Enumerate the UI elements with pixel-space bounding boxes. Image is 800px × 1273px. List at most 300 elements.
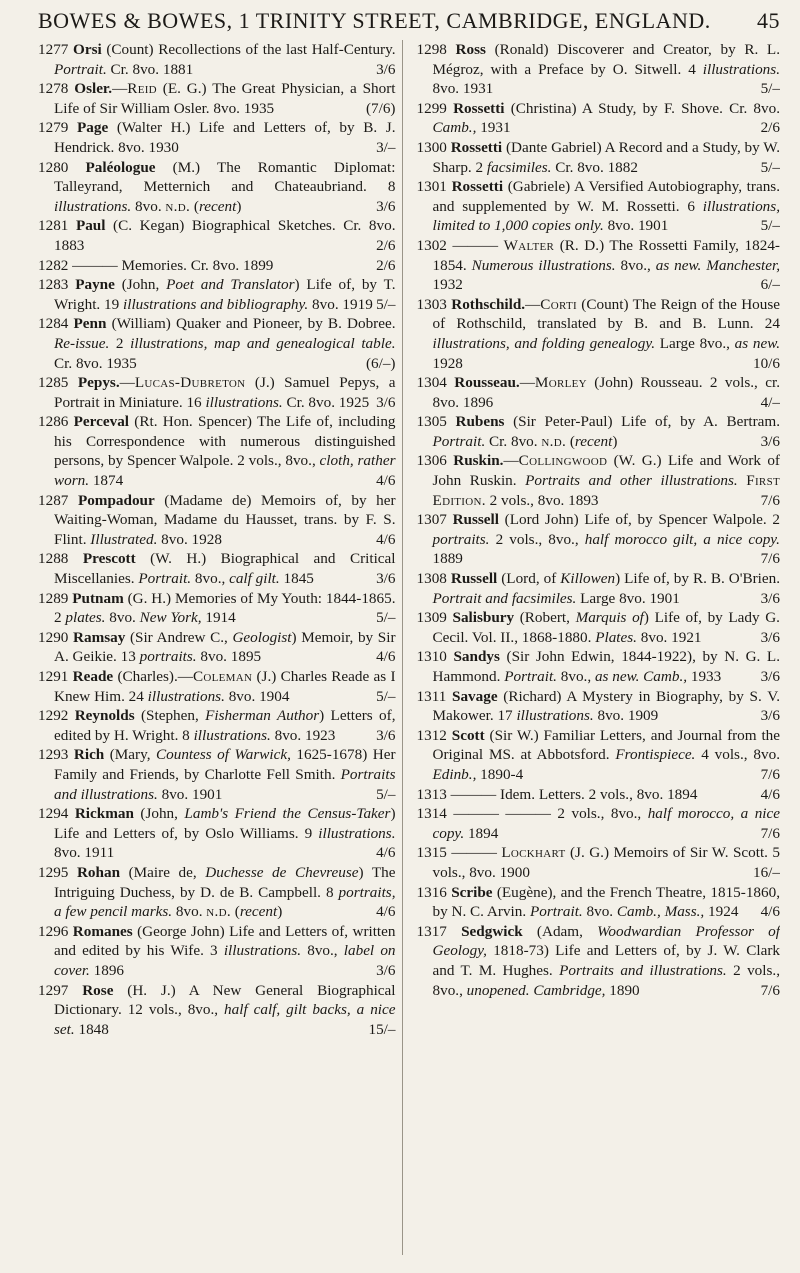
price: 3/6 — [760, 589, 780, 607]
entry-text: ( — [566, 432, 575, 450]
catalogue-entry — [417, 687, 781, 726]
entry-text: (H. J.) A New General Biographical Dictionary. 12 vols., 8vo., — [54, 981, 396, 1019]
entry-heading: Rousseau. — [454, 374, 520, 392]
entry-heading: Pompadour — [77, 491, 155, 509]
price: (6/–) — [365, 354, 396, 372]
entry-text: (Sir John Edwin, 1844-1922), by N. G. L. Hammond. — [432, 648, 780, 685]
entry-text: Edinb., — [432, 765, 477, 783]
lot-number: 1300 — [416, 138, 447, 156]
lot-number: 1282 — [38, 256, 69, 274]
entry-heading: Sandys — [453, 648, 500, 666]
entry-text: (Sir W.) Familiar Letters, and Journal from the Original MS. at Abbotsford. — [432, 726, 780, 764]
entry-heading: Reade — [72, 668, 114, 685]
price: 4/6 — [376, 844, 396, 862]
entry-text: ——— Memories. Cr. 8vo. 1899 — [72, 256, 274, 274]
entry-text: 8vo. — [172, 903, 207, 921]
entry-heading: Ramsay — [73, 628, 126, 646]
entry-text: 8vo. 1921 — [636, 628, 702, 646]
entry-heading: Ruskin. — [453, 452, 504, 470]
entry-text: Woodwardian Professor of Geology, — [432, 922, 780, 960]
entry-text: plates. — [65, 609, 106, 627]
entry-text: (John, — [133, 805, 185, 823]
entry-text: Portrait. — [529, 903, 583, 921]
catalogue-entry — [38, 158, 396, 217]
entry-text: (Mary, — [104, 746, 156, 764]
entry-text: ( — [190, 197, 199, 215]
entry-heading: Prescott — [82, 550, 136, 568]
entry-heading: Rohan — [76, 863, 121, 881]
entry-text: (R. D.) The Rossetti Family, 1824-1854. — [432, 236, 780, 274]
price: 16/– — [752, 863, 780, 881]
entry-text: (Count) Recollections of the last Half-Century. — [101, 41, 396, 58]
entry-text: 1874 — [89, 472, 124, 490]
entry-text: ) — [277, 903, 283, 921]
right-column — [417, 40, 781, 1255]
entry-heading: Rossetti — [451, 178, 504, 196]
entry-text: Reid — [127, 80, 157, 98]
lot-number: 1288 — [38, 550, 69, 568]
entry-text: — — [519, 374, 535, 392]
entry-text: 1931 — [476, 119, 511, 137]
entry-text: 1848 — [74, 1020, 109, 1038]
entry-text: recent — [239, 903, 278, 921]
entry-text: (Christina) A Study, by F. Shove. Cr. 8vo. — [504, 99, 780, 117]
catalogue-entry — [38, 667, 396, 706]
entry-text: (Sir Andrew C., — [125, 628, 233, 646]
entry-text: (Count) The Reign of the House of Rothschild, translated by B. and B. Lunn. 24 — [432, 295, 780, 333]
catalogue-entry — [38, 256, 396, 276]
entry-text: recent — [198, 197, 237, 215]
entry-text: Cr. 8vo. 1881 — [106, 60, 194, 78]
price: 3/6 — [376, 393, 396, 411]
price: 4/6 — [376, 648, 396, 666]
lot-number: 1301 — [416, 178, 447, 196]
price: 4/6 — [376, 903, 396, 921]
entry-text: as new. — [655, 256, 702, 274]
entry-text: illustrations. — [193, 726, 271, 744]
entry-text: 8vo. 1931 — [432, 80, 494, 98]
catalogue-entry — [417, 451, 781, 510]
entry-heading: Reynolds — [74, 707, 135, 725]
entry-heading: Payne — [75, 276, 115, 294]
price: 3/6 — [376, 961, 396, 979]
entry-text: ) — [236, 197, 242, 215]
entry-text: 2 vols., 8vo. 1893 — [485, 491, 599, 509]
entry-text: Geologist — [232, 628, 292, 646]
price: (7/6) — [365, 99, 396, 117]
entry-text: Frontispiece. — [615, 746, 696, 764]
lot-number: 1277 — [38, 41, 69, 58]
lot-number: 1317 — [416, 922, 447, 940]
entry-text: ) Life of, by T. Wright. 19 — [54, 276, 396, 313]
entry-text: 8vo. — [105, 609, 140, 627]
entry-text: First Edition. — [432, 472, 780, 509]
entry-text: ) The Intriguing Duchess, by D. de B. Campbell. 8 — [54, 863, 396, 901]
entry-text: Camb., — [432, 119, 477, 137]
entry-text: 1818-73) Life and Letters of, by J. W. Clark and T. M. Hughes. — [432, 942, 780, 979]
entry-heading: Perceval — [73, 413, 130, 431]
entry-heading: Rich — [73, 746, 105, 764]
entry-text: portraits. — [139, 648, 197, 666]
catalogue-entry — [38, 549, 396, 588]
entry-text: Killowen — [560, 570, 616, 588]
lot-number: 1311 — [416, 687, 447, 705]
entry-text: Portraits and illustrations. — [54, 765, 396, 803]
catalogue-entry — [417, 138, 781, 177]
entry-text: 8vo., — [301, 942, 344, 960]
entry-text: 8vo. 1901 — [603, 217, 669, 235]
entry-text: 2 vols., 8vo., — [489, 530, 585, 548]
entry-text: illustrations. — [223, 942, 302, 960]
lot-number: 1313 — [416, 785, 447, 803]
entry-text: 8vo. 1901 — [157, 785, 223, 803]
price: 3/6 — [376, 726, 396, 744]
entry-text: Marquis of — [575, 609, 644, 627]
entry-text: Coleman — [192, 668, 253, 685]
entry-text: Countess of Warwick, — [156, 746, 291, 764]
left-column — [38, 40, 403, 1255]
entry-text: (George John) Life and Letters of, written and edited by his Wife. 3 — [54, 922, 396, 960]
entry-text: Portraits and other illustrations. — [525, 472, 738, 490]
price: 3/6 — [376, 570, 396, 588]
entry-text: Camb., Mass., — [616, 903, 705, 921]
catalogue-entry — [38, 628, 396, 667]
price: 3/6 — [760, 668, 780, 685]
catalogue-entry — [417, 412, 781, 451]
entry-text: Portrait. — [138, 570, 192, 588]
entry-text: (W. H.) Biographical and Critical Miscellanies. — [54, 550, 396, 588]
entry-text: 8vo. 1895 — [196, 648, 262, 666]
price: 5/– — [760, 217, 780, 235]
lot-number: 1290 — [38, 628, 69, 646]
entry-text: ——— — [452, 236, 504, 254]
price: 10/6 — [752, 354, 780, 372]
catalogue-entry — [417, 373, 781, 412]
entry-text — [738, 472, 747, 489]
entry-text: Fisherman Author — [205, 707, 320, 725]
entry-text: Large 8vo., — [655, 334, 735, 352]
entry-text: ) — [612, 432, 618, 450]
catalogue-entry — [38, 216, 396, 255]
entry-text: (Dante Gabriel) A Record and a Study, by W. Sharp. 2 — [432, 138, 780, 176]
lot-number: 1296 — [38, 922, 69, 940]
entry-text: illustrations, and folding genealogy. — [432, 334, 656, 352]
entry-text: (Stephen, — [134, 707, 206, 725]
entry-text: 8vo. 1911 — [54, 844, 115, 862]
entry-text: (Ronald) Discoverer and Creator, by R. L. Mégroz, with a Preface by O. Sitwell. 4 — [432, 41, 780, 78]
price: 3/6 — [376, 197, 396, 215]
entry-text: (John) Rousseau. 2 vols., cr. 8vo. 1896 — [432, 374, 780, 411]
entry-text: label on cover. — [54, 942, 396, 979]
price: 15/– — [368, 1020, 396, 1038]
entry-text: — — [503, 452, 519, 470]
price: 4/6 — [376, 530, 396, 548]
entry-heading: Pepys. — [77, 374, 120, 392]
price: 4/6 — [760, 903, 780, 921]
lot-number: 1281 — [38, 217, 69, 235]
entry-text: 1896 — [89, 961, 125, 979]
entry-text: (Lord, of — [497, 570, 561, 588]
entry-text: as new. — [734, 334, 780, 352]
entry-text: — — [119, 374, 135, 392]
entry-text: n.d. — [206, 903, 231, 921]
entry-heading: Romanes — [72, 922, 133, 940]
entry-text: half morocco, a nice copy. — [432, 805, 780, 842]
entry-text: illustrations. — [318, 824, 396, 842]
lot-number: 1293 — [38, 746, 69, 764]
entry-text: 1890-4 — [476, 765, 524, 783]
entry-text: (Robert, — [514, 609, 576, 627]
catalogue-entry — [417, 40, 781, 99]
catalogue-entry — [417, 236, 781, 295]
catalogue-entry — [417, 608, 781, 647]
entry-text: ——— ——— 2 vols., 8vo., — [453, 805, 648, 823]
entry-text: — — [525, 295, 541, 313]
catalogue-entry — [417, 510, 781, 569]
catalogue-entry — [38, 314, 396, 373]
entry-text: 1625-1678) Her Family and Friends, by Charlotte Fell Smith. — [54, 746, 396, 783]
entry-heading: Rickman — [74, 805, 134, 823]
entry-text: 2 vols., 8vo., — [432, 961, 780, 999]
entry-text: portraits, a few pencil marks. — [54, 883, 396, 921]
entry-text: Portraits and illustrations. — [559, 961, 727, 979]
catalogue-entry — [38, 118, 396, 157]
entry-text: (Eugène), and the French Theatre, 1815-1860, by N. C. Arvin. — [432, 883, 780, 921]
entry-text: Manchester, — [706, 256, 780, 274]
entry-text: recent — [574, 432, 613, 450]
entry-text: 1932 — [432, 276, 463, 294]
entry-text: illustrations. — [702, 60, 780, 78]
entry-text: — — [112, 80, 128, 98]
lot-number: 1295 — [38, 863, 69, 881]
entry-text: ) Life of, by R. B. O'Brien. — [615, 570, 780, 588]
lot-number: 1315 — [416, 844, 447, 862]
entry-text: unopened. — [466, 981, 530, 999]
entry-heading: Rothschild. — [451, 295, 526, 313]
lot-number: 1302 — [416, 236, 447, 254]
entry-text: ) Life of, by Lady G. Cecil. Vol. II., 1868-1880. — [432, 609, 780, 646]
entry-heading: Paul — [75, 217, 106, 235]
catalogue-entry — [38, 373, 396, 412]
entry-heading: Salisbury — [452, 609, 515, 627]
lot-number: 1298 — [416, 41, 447, 58]
entry-text: illustrations. — [54, 197, 132, 215]
entry-text: ) Life and Letters of, by Oslo Williams. 9 — [54, 805, 396, 842]
price: 3/6 — [760, 707, 780, 725]
entry-text: (Richard) A Mystery in Biography, by S. V. Makower. 17 — [432, 687, 780, 725]
entry-text: Portrait. — [432, 432, 486, 450]
entry-text: 8vo. 1928 — [157, 530, 222, 548]
entry-text: (Madame de) Memoirs of, by her Waiting-Woman, Madame du Hausset, trans. by F. S. Flint. — [54, 491, 396, 548]
entry-text: Portrait and facsimiles. — [432, 589, 577, 607]
entry-text: as new. — [594, 668, 640, 685]
lot-number: 1312 — [416, 726, 447, 744]
entry-text: 8vo., — [556, 668, 595, 685]
lot-number: 1309 — [416, 609, 447, 627]
lot-number: 1294 — [38, 805, 69, 823]
entry-text: (Charles).— — [113, 668, 193, 685]
catalogue-entry — [417, 647, 781, 686]
entry-heading: Putnam — [72, 589, 124, 607]
entry-text: 1924 — [704, 903, 739, 921]
lot-number: 1283 — [38, 276, 69, 294]
entry-text: illustrations, map and genealogical table. — [130, 334, 396, 352]
price: 6/– — [760, 276, 780, 294]
entry-text: Cr. 8vo. — [485, 432, 542, 450]
price: 5/– — [376, 785, 396, 803]
price: 2/6 — [376, 236, 396, 254]
entry-text: Cr. 8vo. 1935 — [54, 354, 137, 372]
entry-text: Re-issue. — [54, 334, 110, 352]
lot-number: 1316 — [416, 883, 447, 901]
lot-number: 1314 — [416, 805, 447, 823]
entry-text: 1889 — [432, 550, 463, 568]
catalogue-entry — [417, 569, 781, 608]
price: 7/6 — [760, 824, 780, 842]
entry-text: Plates. — [595, 628, 637, 646]
entry-text: (Adam, — [522, 922, 598, 940]
entry-text: ) Memoir, by Sir A. Geikie. 13 — [54, 628, 396, 666]
entry-text: portraits. — [432, 530, 490, 548]
entry-heading: Page — [77, 119, 109, 137]
entry-text: Collingwood — [518, 452, 608, 470]
entry-text: 1933 — [687, 668, 722, 685]
lot-number: 1285 — [38, 374, 69, 392]
entry-text: (Sir Peter-Paul) Life of, by A. Bertram. — [504, 413, 780, 431]
price: 5/– — [376, 609, 396, 627]
price: 5/– — [760, 158, 780, 176]
entry-text: Illustrated. — [90, 530, 158, 548]
price: 7/6 — [760, 765, 780, 783]
entry-text: half calf, gilt backs, a nice set. — [54, 1001, 396, 1038]
price: 5/– — [376, 687, 396, 705]
entry-heading: Rossetti — [453, 99, 505, 117]
entry-heading: Osler. — [74, 80, 113, 98]
entry-text: Morley — [534, 374, 587, 392]
price: 2/6 — [760, 119, 780, 137]
entry-heading: Orsi — [73, 41, 102, 58]
bookseller-address: BOWES & BOWES, 1 TRINITY STREET, CAMBRIDGE, ENGLAND. — [38, 8, 711, 33]
lot-number: 1299 — [416, 99, 447, 117]
lot-number: 1297 — [38, 981, 69, 999]
entry-text: (Gabriele) A Versified Autobiography, trans. and supplemented by W. M. Rossetti. 6 — [432, 178, 780, 215]
entry-text: (M.) The Romantic Diplomat: Talleyrand, Metternich and Chateaubriand. 8 — [54, 158, 396, 196]
lot-number: 1284 — [38, 315, 69, 333]
entry-heading: Rossetti — [450, 138, 503, 156]
lot-number: 1279 — [38, 119, 69, 137]
catalogue-entry — [417, 883, 781, 922]
entry-text: n.d. — [541, 432, 567, 450]
catalogue-entry — [38, 863, 396, 922]
catalogue-entry — [38, 275, 396, 314]
price: 4/6 — [760, 785, 780, 803]
catalogue-entry — [38, 491, 396, 550]
entry-text: 8vo., — [615, 256, 656, 274]
lot-number: 1287 — [38, 491, 69, 509]
entry-text: ) Letters of, edited by H. Wright. 8 — [54, 707, 396, 744]
catalogue-entry — [38, 981, 396, 1040]
catalogue-entry — [38, 412, 396, 490]
entry-text: 8vo. 1919 — [308, 295, 373, 313]
entry-text: (Lord John) Life of, by Spencer Walpole. 2 — [498, 511, 780, 529]
entry-text: 8vo., — [191, 570, 230, 588]
entry-text: ——— Idem. Letters. 2 vols., 8vo. 1894 — [450, 785, 698, 803]
entry-text: 2 — [109, 334, 131, 352]
catalogue-entry — [417, 804, 781, 843]
catalogue-entry — [417, 177, 781, 236]
entry-text: facsimiles. — [486, 158, 552, 176]
entry-text: ——— — [451, 844, 502, 862]
entry-text: 8vo. 1904 — [224, 687, 290, 705]
lot-number: 1303 — [416, 295, 447, 313]
entry-text: illustrations. — [516, 707, 594, 725]
catalogue-entry — [417, 843, 781, 882]
entry-heading: Paléologue — [85, 158, 156, 176]
entry-text: illustrations. — [147, 687, 225, 705]
running-header — [38, 8, 780, 34]
entry-heading: Rubens — [455, 413, 505, 431]
entry-text: (John, — [114, 276, 167, 294]
entry-text: ( — [230, 903, 240, 921]
catalogue-entry — [417, 785, 781, 805]
entry-heading: Savage — [452, 687, 498, 705]
entry-text: illustrations and bibliography. — [123, 295, 309, 313]
price: 5/– — [376, 295, 396, 313]
entry-text: Portrait. — [54, 60, 107, 78]
lot-number: 1310 — [416, 648, 447, 666]
catalogue-entry — [38, 804, 396, 863]
catalogue-entry — [417, 922, 781, 1000]
entry-text: Cr. 8vo. 1925 — [282, 393, 370, 411]
entry-text: Numerous illustrations. — [471, 256, 616, 274]
price: 3/– — [376, 138, 396, 156]
price: 3/6 — [760, 628, 780, 646]
lot-number: 1308 — [416, 570, 447, 588]
entry-heading: Scott — [451, 726, 485, 744]
entry-text: 8vo. 1909 — [593, 707, 659, 725]
entry-text: Walter — [503, 236, 555, 254]
entry-text: (Walter H.) Life and Letters of, by B. J. Hendrick. 8vo. 1930 — [54, 119, 396, 156]
page-number: 45 — [757, 8, 780, 33]
catalogue-columns — [38, 40, 780, 1255]
entry-text: (Rt. Hon. Spencer) The Life of, including his Correspondence with numerous distinguished persons, by Spencer Walpole. 2 vols., 8vo., — [54, 413, 396, 470]
entry-text: illustrations, limited to 1,000 copies only. — [432, 197, 780, 235]
entry-text: 4 vols., 8vo. — [695, 746, 780, 764]
price: 7/6 — [760, 981, 780, 999]
catalogue-entry — [417, 726, 781, 785]
price: 3/6 — [376, 60, 396, 78]
lot-number: 1305 — [416, 413, 447, 431]
entry-text: Lucas-Dubreton — [134, 374, 246, 392]
entry-text: (J.) Samuel Pepys, a Portrait in Miniature. 16 — [54, 374, 396, 411]
catalogue-entry — [38, 922, 396, 981]
lot-number: 1280 — [38, 158, 69, 176]
catalogue-entry — [417, 295, 781, 373]
entry-text: Lockhart — [501, 844, 566, 862]
entry-text: calf gilt. — [229, 570, 280, 588]
entry-text: Large 8vo. 1901 — [576, 589, 680, 607]
price: 4/6 — [376, 472, 396, 490]
entry-text: (J. G.) Memoirs of Sir W. Scott. 5 vols., 8vo. 1900 — [432, 844, 780, 881]
entry-text: Portrait. — [504, 668, 557, 685]
entry-text: New York, — [139, 609, 202, 627]
price: 3/6 — [760, 432, 780, 450]
entry-heading: Rose — [82, 981, 114, 999]
lot-number: 1306 — [416, 452, 447, 470]
entry-text: 1894 — [464, 824, 499, 842]
entry-text: (G. H.) Memories of My Youth: 1844-1865. 2 — [54, 589, 396, 627]
entry-text: (E. G.) The Great Physician, a Short Life of Sir William Osler. 8vo. 1935 — [54, 80, 396, 117]
